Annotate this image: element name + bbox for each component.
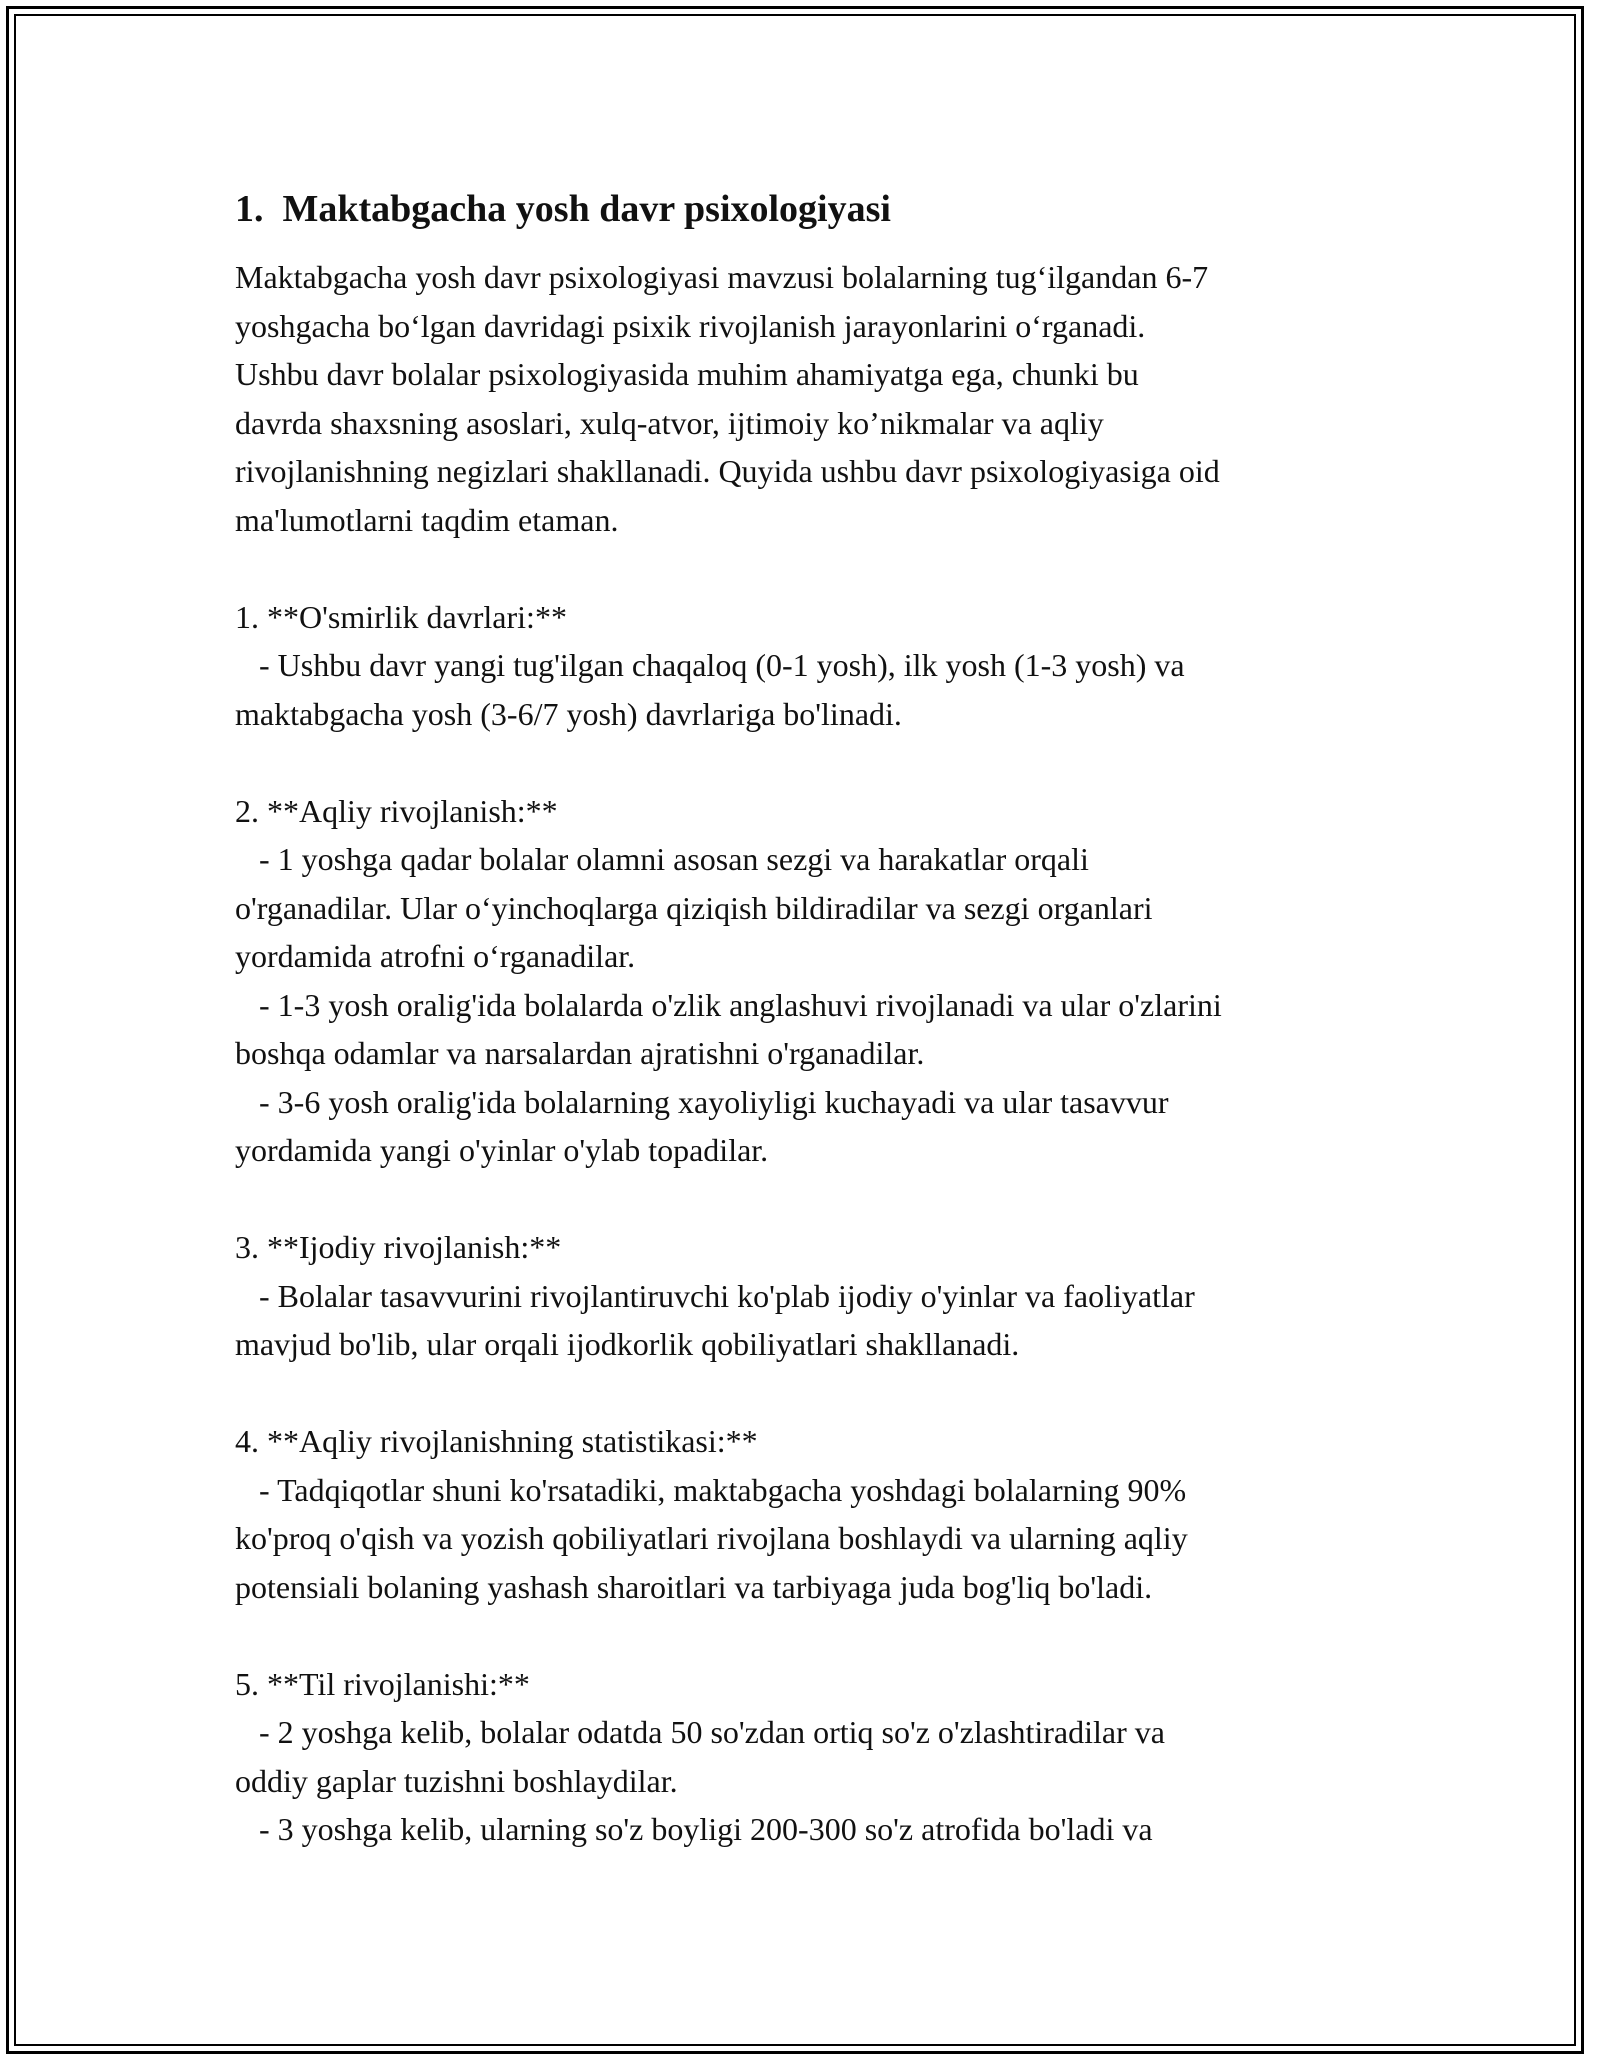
section-1 [235, 593, 1385, 739]
text-line: - 3-6 yosh oralig'ida bolalarning xayoliyligi kuchayadi va ular tasavvur [235, 1083, 1169, 1120]
text-line: - 1 yoshga qadar bolalar olamni asosan sezgi va harakatlar orqali [235, 841, 1089, 877]
text-line: yordamida yangi o'yinlar o'ylab topadilar. [235, 1132, 769, 1168]
text-line: potensiali bolaning yashash sharoitlari va tarbiyaga juda bog'liq bo'ladi. [235, 1568, 1153, 1605]
text-line: mavjud bo'lib, ular orqali ijodkorlik qobiliyatlari shakllanadi. [235, 1326, 1020, 1362]
section-title: 5. **Til rivojlanishi:** [235, 1665, 530, 1702]
text-line: davrda shaxsning asoslari, xulq-atvor, ijtimoiy ko’nikmalar va aqliy [235, 404, 1104, 441]
text-line: - 3 yoshga kelib, ularning so'z boyligi 200-300 so'z atrofida bo'ladi va [235, 1811, 1153, 1847]
document-body [235, 185, 1385, 1854]
text-line: boshqa odamlar va narsalardan ajratishni o'rganadilar. [235, 1035, 925, 1071]
text-line: - 2 yoshga kelib, bolalar odatda 50 so'zdan ortiq so'z o'zlashtiradilar va [235, 1714, 1165, 1750]
text-line: - Ushbu davr yangi tug'ilgan chaqaloq (0-1 yosh), ilk yosh (1-3 yosh) va [235, 647, 1185, 683]
text-line: - 1-3 yosh oralig'ida bolalarda o'zlik anglashuvi rivojlanadi va ular o'zlarini [235, 986, 1222, 1023]
document-heading: 1. Maktabgacha yosh davr psixologiyasi [235, 188, 891, 230]
text-line: Ushbu davr bolalar psixologiyasida muhim ahamiyatga ega, chunki bu [235, 356, 1139, 392]
intro-paragraph [235, 253, 1385, 544]
text-line: maktabgacha yosh (3-6/7 yosh) davrlariga bo'linadi. [235, 695, 902, 732]
text-line: ko'proq o'qish va yozish qobiliyatlari rivojlana boshlaydi va ularning aqliy [235, 1520, 1188, 1556]
text-line: o'rganadilar. Ular o‘yinchoqlarga qiziqish bildiradilar va sezgi organlari [235, 889, 1153, 926]
text-line: Maktabgacha yosh davr psixologiyasi mavzusi bolalarning tug‘ilgandan 6-7 [235, 259, 1209, 295]
text-line: - Tadqiqotlar shuni ko'rsatadiki, maktabgacha yoshdagi bolalarning 90% [235, 1471, 1187, 1508]
section-title: 1. **O'smirlik davrlari:** [235, 598, 567, 635]
text-line: yordamida atrofni o‘rganadilar. [235, 938, 636, 974]
text-line: yoshgacha bo‘lgan davridagi psixik rivojlanish jarayonlarini o‘rganadi. [235, 307, 1146, 344]
text-line: oddiy gaplar tuzishni boshlaydilar. [235, 1762, 678, 1799]
text-line: rivojlanishning negizlari shakllanadi. Quyida ushbu davr psixologiyasiga oid [235, 453, 1220, 489]
section-title: 3. **Ijodiy rivojlanish:** [235, 1229, 562, 1265]
section-5 [235, 1660, 1385, 1854]
section-2 [235, 787, 1385, 1175]
section-4 [235, 1417, 1385, 1611]
section-3 [235, 1223, 1385, 1369]
text-line: - Bolalar tasavvurini rivojlantiruvchi ko'plab ijodiy o'yinlar va faoliyatlar [235, 1277, 1195, 1314]
section-title: 4. **Aqliy rivojlanishning statistikasi:** [235, 1423, 758, 1459]
text-line: ma'lumotlarni taqdim etaman. [235, 501, 619, 538]
section-title: 2. **Aqliy rivojlanish:** [235, 792, 558, 829]
